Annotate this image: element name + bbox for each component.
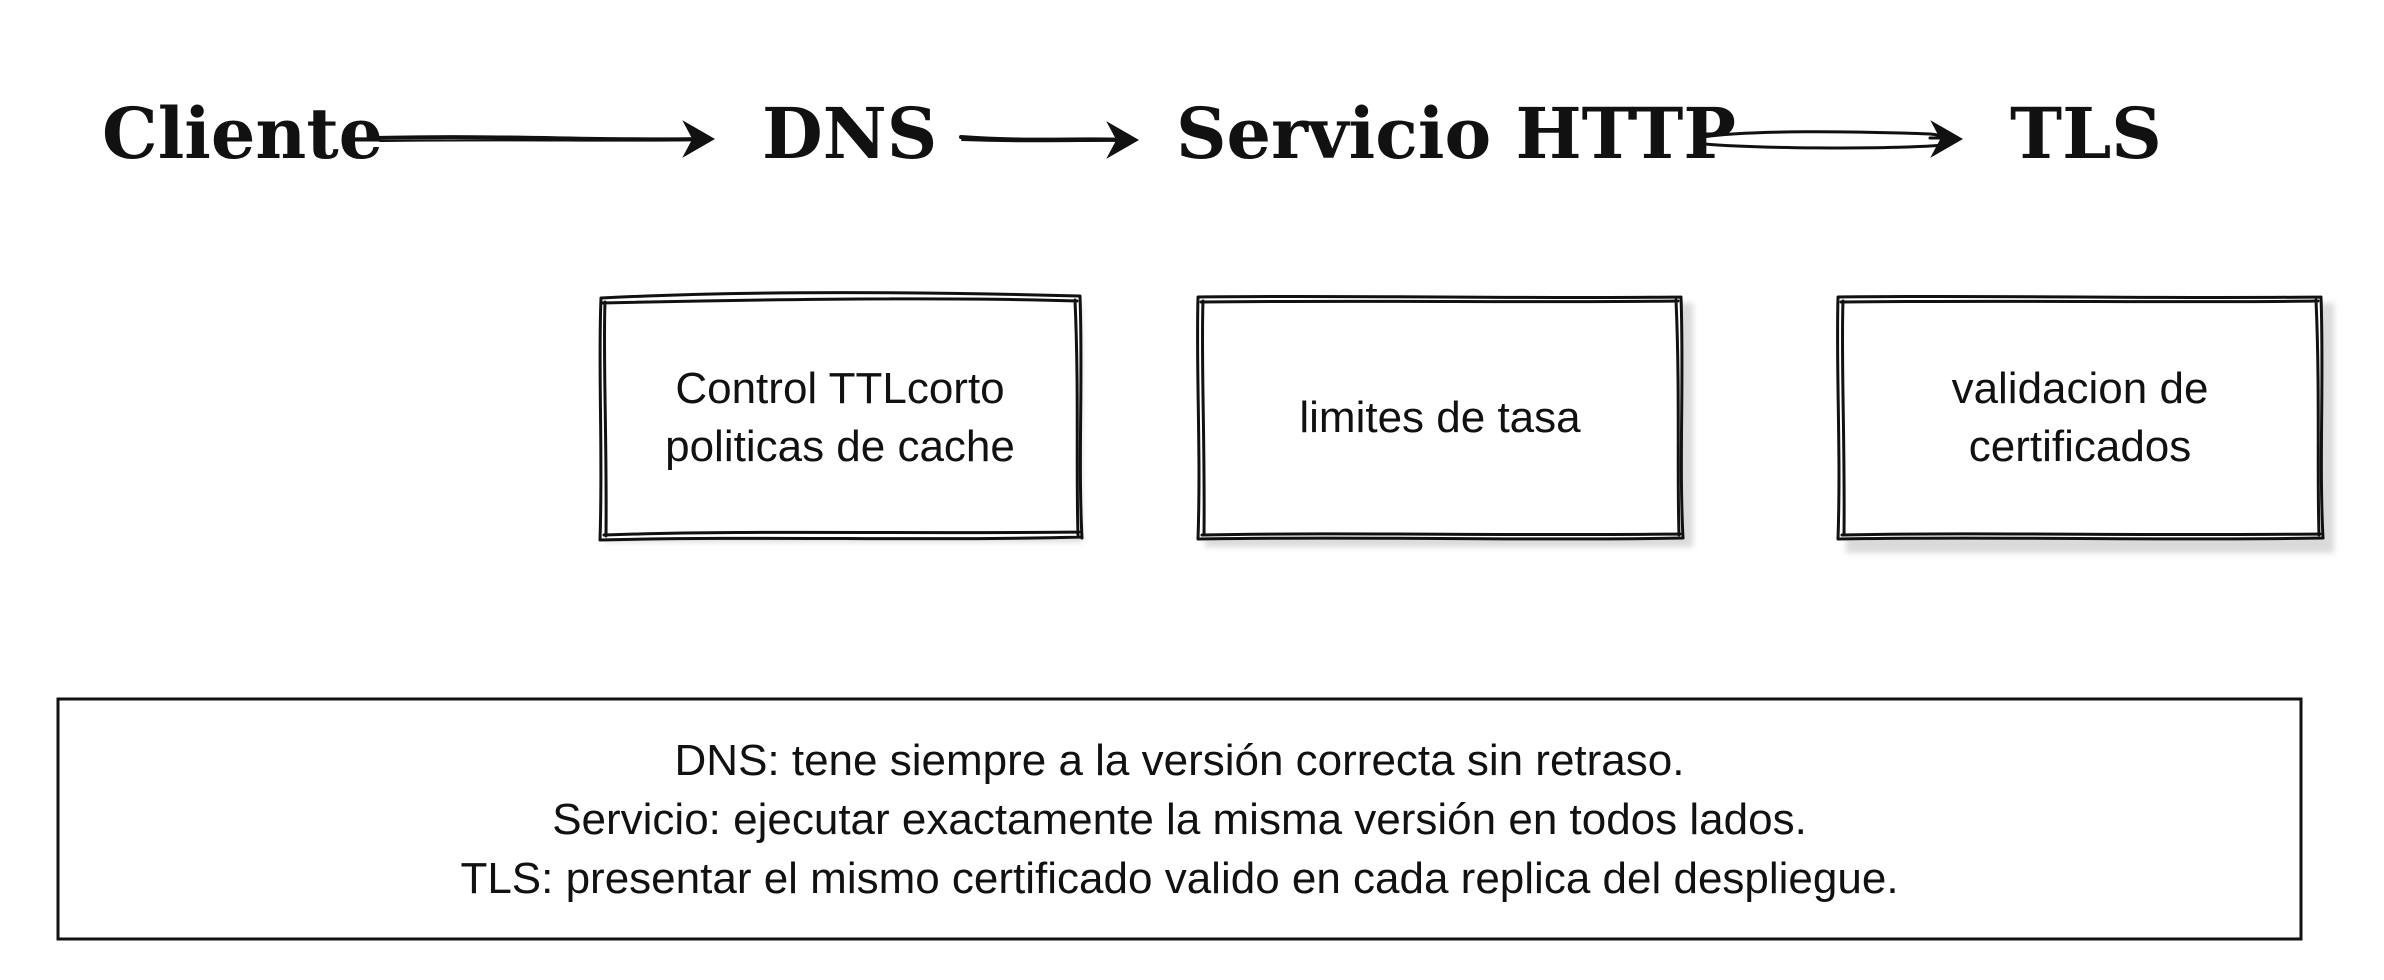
arrow-dns-to-servicio — [961, 125, 1136, 155]
box-servicio-limites-label — [1198, 297, 1682, 538]
note-line-dns: DNS: tene siempre a la versión correcta sin retraso. — [674, 735, 1685, 785]
notes-panel — [58, 699, 2301, 939]
box-dns-control-label — [600, 297, 1080, 538]
arrow-cliente-to-dns — [378, 124, 712, 154]
node-cliente: Cliente — [102, 92, 384, 175]
box-text-line: validacion de — [1951, 363, 2209, 413]
box-tls-validacion-label — [1838, 297, 2322, 538]
node-tls: TLS — [2010, 92, 2162, 175]
box-text-line: certificados — [1968, 421, 2192, 471]
box-text-line: politicas de cache — [665, 421, 1015, 471]
note-line-servicio: Servicio: ejecutar exactamente la misma versión en todos lados. — [552, 794, 1807, 844]
node-servicio-http: Servicio HTTP — [1176, 92, 1736, 175]
note-line-tls: TLS: presentar el mismo certificado valido en cada replica del despliegue. — [460, 853, 1899, 903]
node-dns: DNS — [762, 92, 938, 175]
box-text-line: limites de tasa — [1299, 392, 1581, 442]
box-text-line: Control TTLcorto — [675, 363, 1005, 413]
arrow-servicio-to-tls — [1700, 124, 1960, 154]
